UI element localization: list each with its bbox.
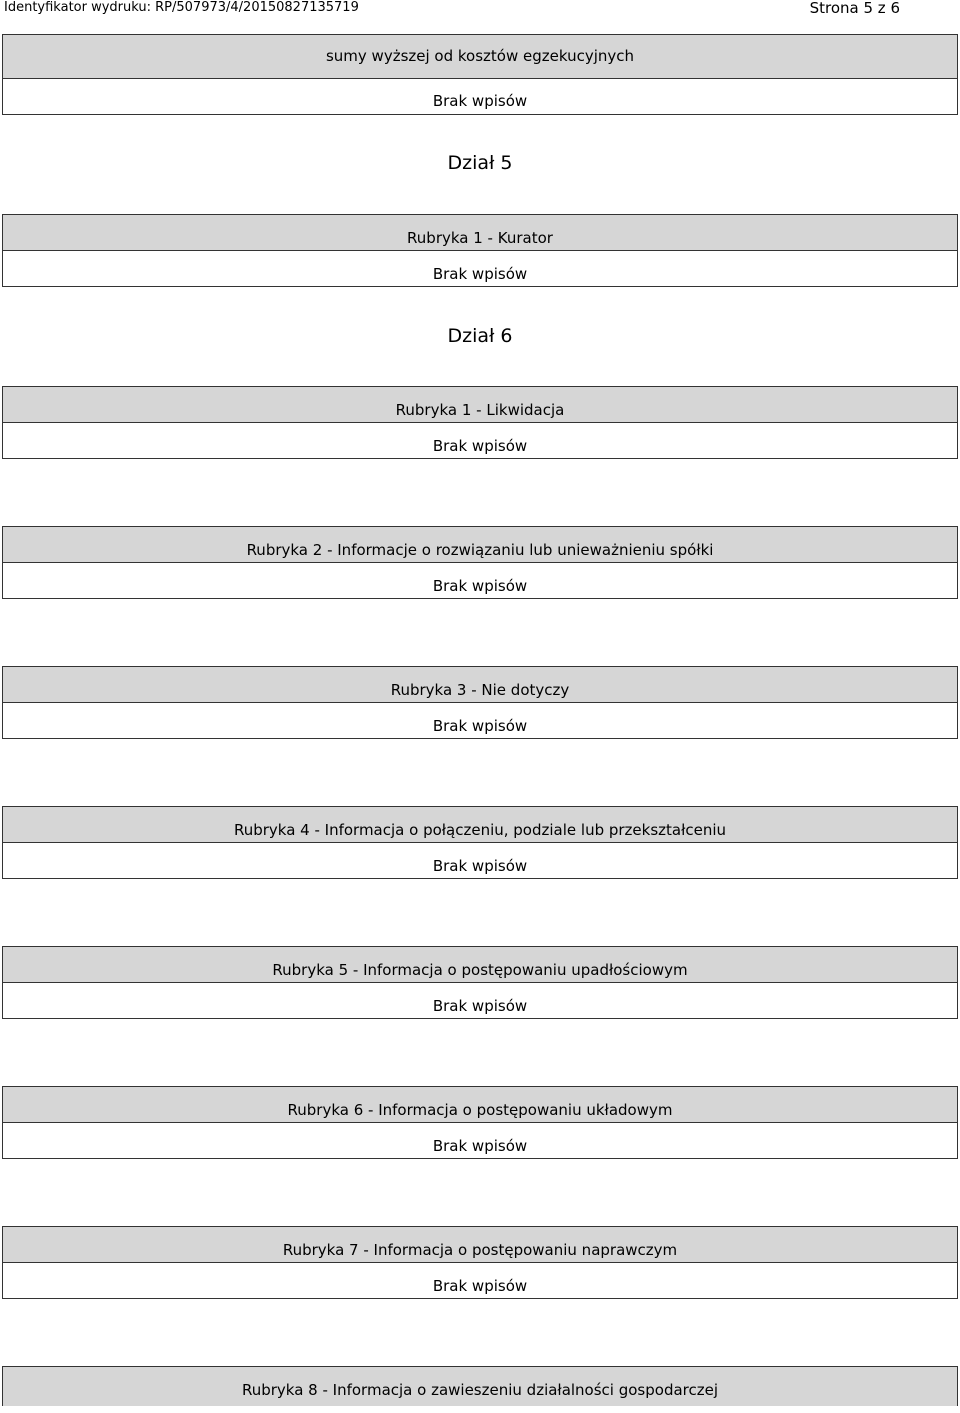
rubric-title: Rubryka 5 - Informacja o postępowaniu upadłościowym (2, 946, 958, 983)
rubric-title: sumy wyższej od kosztów egzekucyjnych (2, 34, 958, 79)
page-header (0, 0, 960, 16)
rubric-title: Rubryka 1 - Likwidacja (2, 386, 958, 423)
rubric-title: Rubryka 1 - Kurator (2, 214, 958, 251)
rubric-value: Brak wpisów (2, 79, 958, 115)
rubric-value: Brak wpisów (2, 251, 958, 287)
rubric-title: Rubryka 2 - Informacje o rozwiązaniu lub unieważnieniu spółki (2, 526, 958, 563)
rubric-value: Brak wpisów (2, 563, 958, 599)
rubric-value: Brak wpisów (2, 843, 958, 879)
rubric-value: Brak wpisów (2, 1123, 958, 1159)
section-heading: Dział 5 (447, 152, 513, 174)
page-number: Strona 5 z 6 (809, 0, 900, 17)
section-heading: Dział 6 (447, 325, 513, 347)
rubric-title: Rubryka 7 - Informacja o postępowaniu naprawczym (2, 1226, 958, 1263)
rubric-title: Rubryka 6 - Informacja o postępowaniu układowym (2, 1086, 958, 1123)
rubric-value: Brak wpisów (2, 1263, 958, 1299)
rubric-value: Brak wpisów (2, 703, 958, 739)
rubric-value: Brak wpisów (2, 983, 958, 1019)
rubric-title: Rubryka 4 - Informacja o połączeniu, podziale lub przekształceniu (2, 806, 958, 843)
rubric-value: Brak wpisów (2, 423, 958, 459)
print-identifier: Identyfikator wydruku: RP/507973/4/20150827135719 (4, 0, 359, 15)
rubric-title: Rubryka 8 - Informacja o zawieszeniu działalności gospodarczej (2, 1366, 958, 1406)
rubric-title: Rubryka 3 - Nie dotyczy (2, 666, 958, 703)
